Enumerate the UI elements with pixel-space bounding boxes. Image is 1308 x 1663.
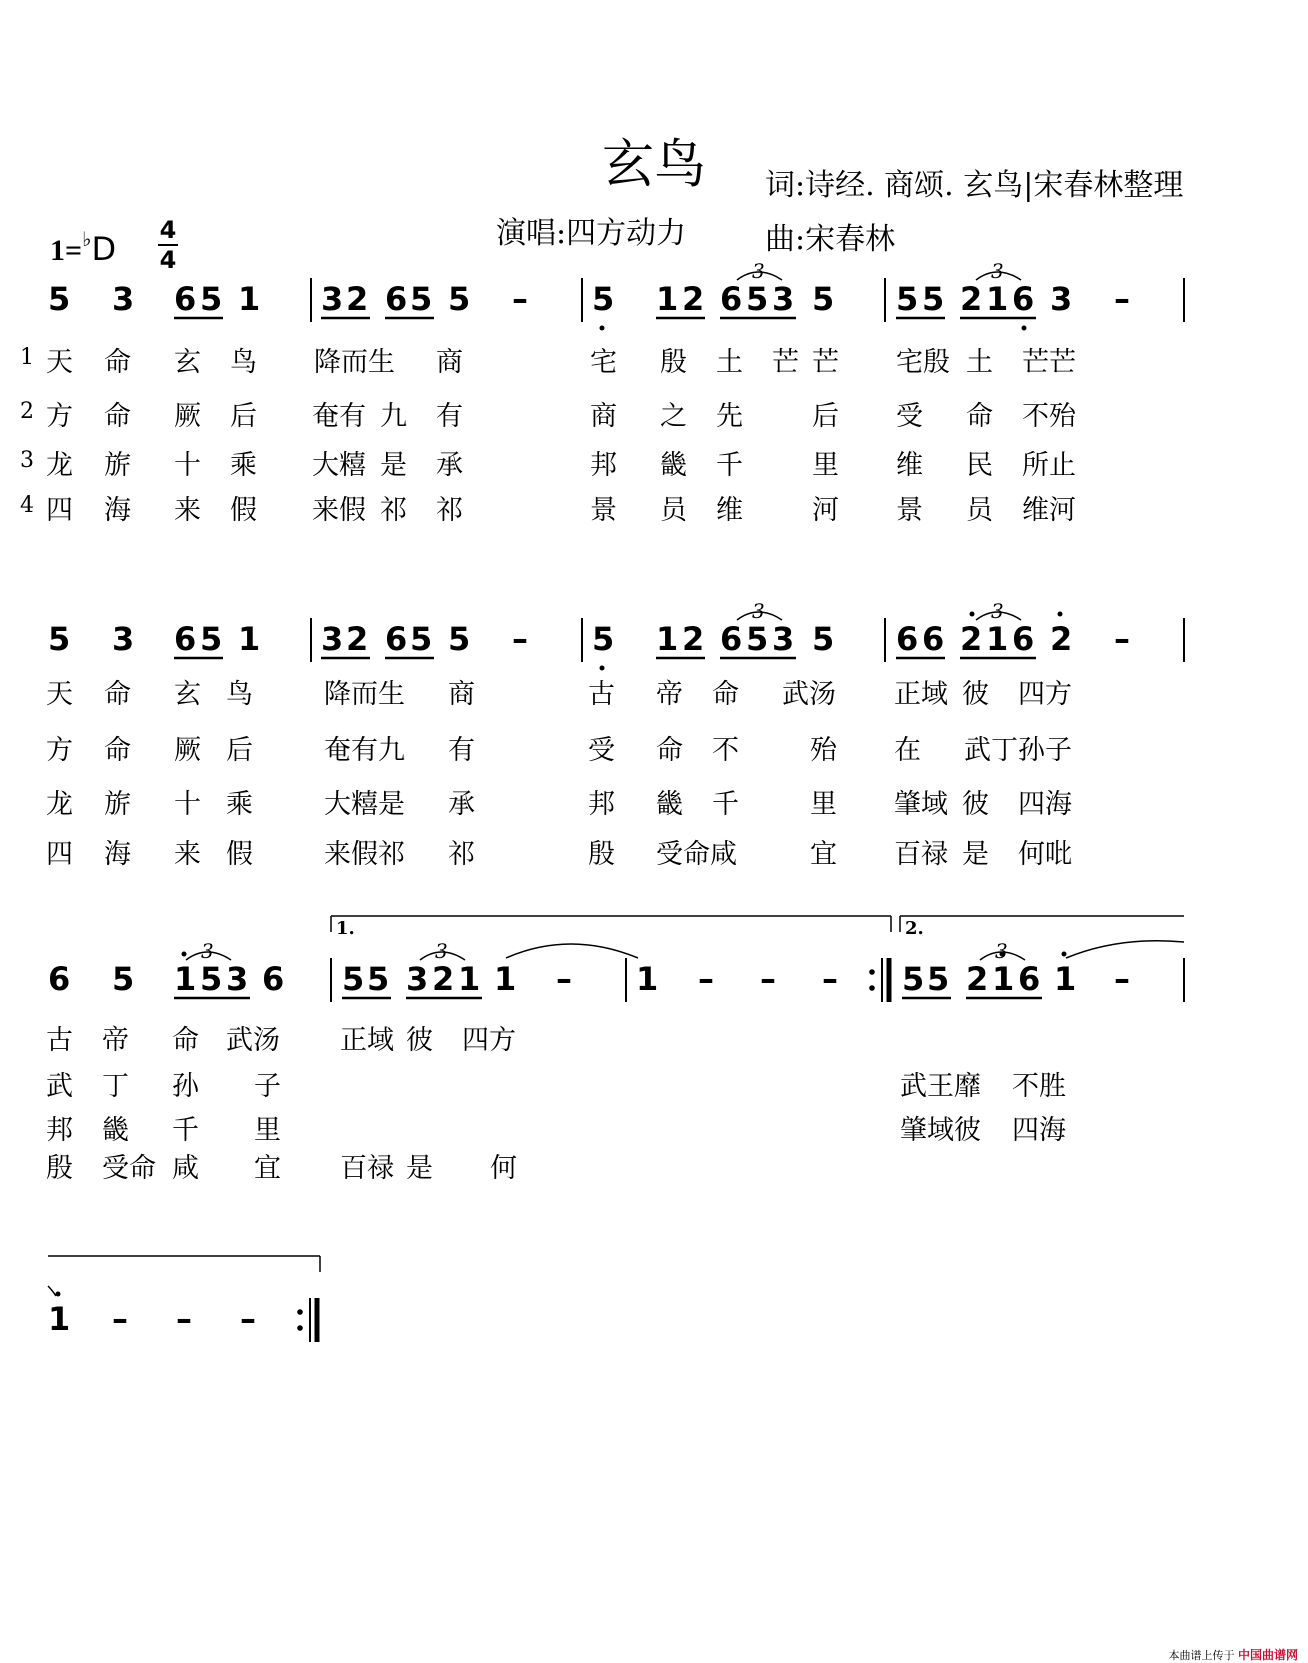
note: 1	[458, 960, 481, 998]
note: 5	[448, 280, 471, 318]
volta-2: 2.	[905, 918, 924, 939]
note: 5	[812, 620, 835, 658]
note: 6	[385, 620, 408, 658]
lyric: 大糦是	[324, 789, 405, 820]
note: 1	[986, 620, 1009, 658]
note: 6	[1012, 620, 1035, 658]
singer-credit: 演唱:四方动力	[496, 216, 687, 251]
lyric: 商	[448, 679, 475, 710]
note: 6	[174, 280, 197, 318]
note: 5	[200, 280, 223, 318]
lyric: 乘	[226, 789, 253, 820]
lyric: 孙	[172, 1071, 199, 1102]
lyric: 命	[966, 401, 993, 432]
note: 2	[960, 620, 983, 658]
note: 5	[342, 960, 365, 998]
note: 5	[367, 960, 390, 998]
note: 5	[592, 620, 615, 658]
note: 5	[410, 620, 433, 658]
lyric: 来	[174, 839, 201, 870]
lyric: 受	[588, 735, 615, 766]
note: 6	[174, 620, 197, 658]
note: 3	[1050, 280, 1073, 318]
lyric: 后	[812, 401, 839, 432]
note: 2	[682, 620, 705, 658]
lyric: 景	[896, 495, 923, 526]
flat-sign: ♭	[82, 229, 92, 251]
lyric: 是	[962, 839, 989, 870]
lyric: 之	[660, 401, 687, 432]
lyric: 宅	[590, 347, 617, 378]
lyric: 宜	[810, 839, 837, 870]
note: 1	[992, 960, 1015, 998]
lyric: 邦	[588, 789, 615, 820]
note: 5	[896, 280, 919, 318]
lyric: 假	[230, 495, 257, 526]
verse-number: 1	[20, 345, 34, 370]
verse-number: 2	[20, 399, 34, 424]
lyric: 承	[436, 450, 463, 481]
lyric: 古	[46, 1025, 73, 1056]
note: 6	[720, 620, 743, 658]
lyric: 奄有	[312, 401, 366, 432]
lyric: 武王靡	[900, 1071, 981, 1102]
triplet-mark: 3	[991, 599, 1004, 623]
lyric: 假	[226, 839, 253, 870]
note: 5	[902, 960, 925, 998]
lyric: 四海	[1018, 789, 1072, 820]
note: –	[1114, 280, 1130, 318]
lyric: 畿	[660, 450, 687, 481]
song-title: 玄鸟	[601, 135, 706, 195]
lyric: 维	[716, 495, 743, 526]
note: 3	[321, 620, 344, 658]
lyric: 丁	[102, 1071, 129, 1102]
lyric: 降而生	[324, 679, 405, 710]
lyric: 四	[46, 839, 73, 870]
lyric: 龙	[46, 789, 73, 820]
lyric: 殷	[46, 1153, 73, 1184]
lyric: 在	[894, 735, 921, 766]
lyric: 千	[172, 1115, 199, 1146]
footer-text: 本曲谱上传于	[1168, 1649, 1235, 1662]
note: 6	[922, 620, 945, 658]
lyric: 受	[896, 401, 923, 432]
note: 5	[746, 280, 769, 318]
lyric: 受命	[102, 1153, 156, 1184]
lyric: 四	[46, 495, 73, 526]
lyric: 肇域彼	[900, 1115, 981, 1146]
lyric: 鸟	[230, 347, 257, 378]
lyric: 芒	[812, 347, 839, 378]
note: 2	[346, 280, 369, 318]
note: 5	[410, 280, 433, 318]
lyric: 方	[46, 735, 73, 766]
system-4	[48, 1256, 320, 1342]
note: 3	[112, 620, 135, 658]
lyric: 旂	[104, 789, 131, 820]
note: 6	[1012, 280, 1035, 318]
lyric: 不胜	[1012, 1071, 1066, 1102]
note: –	[556, 960, 572, 998]
lyric: 何吡	[1018, 839, 1072, 870]
lyricist-credit: 词:诗经. 商颂. 玄鸟|宋春林整理	[765, 168, 1184, 203]
lyric: 土	[966, 347, 993, 378]
lyric: 正域	[340, 1025, 394, 1056]
lyric: 祁	[380, 495, 407, 526]
lyric: 武汤	[226, 1025, 280, 1056]
lyric: 来假	[312, 495, 366, 526]
lyric: 后	[230, 401, 257, 432]
note: –	[822, 960, 838, 998]
note: 1	[636, 960, 659, 998]
lyric: 芒	[772, 347, 799, 378]
lyric: 肇域	[894, 789, 948, 820]
note: 1	[656, 280, 679, 318]
lyric: 殷	[660, 347, 687, 378]
lyric: 有	[448, 735, 475, 766]
lyric: 员	[966, 495, 993, 526]
lyric: 海	[104, 839, 131, 870]
lyric: 所止	[1022, 450, 1076, 481]
lyric: 武汤	[782, 679, 836, 710]
lyric: 何	[490, 1153, 517, 1184]
note: 2	[966, 960, 989, 998]
triplet-mark: 3	[995, 939, 1008, 963]
triplet-mark: 3	[201, 939, 214, 963]
lyric: 千	[712, 789, 739, 820]
lyric: 天	[46, 347, 73, 378]
lyric: 鸟	[226, 679, 253, 710]
lyric: 命	[104, 401, 131, 432]
note: 5	[112, 960, 135, 998]
composer-credit: 曲:宋春林	[765, 222, 896, 257]
system-2	[48, 599, 1184, 671]
lyric: 殷	[588, 839, 615, 870]
lyric: 命	[104, 679, 131, 710]
note: 5	[922, 280, 945, 318]
lyric: 九	[380, 401, 407, 432]
lyric: 殆	[810, 735, 837, 766]
note: 1	[238, 280, 261, 318]
lyric: 四方	[462, 1025, 516, 1056]
lyric: 不殆	[1022, 401, 1076, 432]
lyric: 先	[716, 401, 743, 432]
note: 5	[812, 280, 835, 318]
lyric: 十	[174, 450, 201, 481]
triplet-mark: 3	[991, 259, 1004, 283]
note: 3	[321, 280, 344, 318]
lyric: 玄	[174, 347, 201, 378]
lyric: 有	[436, 401, 463, 432]
note: –	[112, 1300, 128, 1338]
note: 2	[1050, 620, 1073, 658]
note: –	[1114, 620, 1130, 658]
lyric: 旂	[104, 450, 131, 481]
lyric: 是	[406, 1153, 433, 1184]
lyric: 海	[104, 495, 131, 526]
lyric: 宅殷	[896, 347, 950, 378]
footer-watermark	[1168, 1646, 1298, 1663]
note: 1	[174, 960, 197, 998]
lyric: 芒芒	[1022, 347, 1076, 378]
lyric: 宜	[254, 1153, 281, 1184]
lyric: 邦	[46, 1115, 73, 1146]
lyric: 里	[812, 450, 839, 481]
lyric: 畿	[102, 1115, 129, 1146]
lyric: 来	[174, 495, 201, 526]
lyric: 武丁孙子	[964, 735, 1072, 766]
lyric: 不	[712, 735, 739, 766]
meter-bottom: 4	[159, 246, 177, 274]
lyric: 维河	[1022, 495, 1076, 526]
note: 6	[896, 620, 919, 658]
note: 2	[432, 960, 455, 998]
lyric: 彼	[962, 679, 989, 710]
lyric: 民	[966, 450, 993, 481]
lyric: 景	[590, 495, 617, 526]
note: 1	[986, 280, 1009, 318]
meter-top: 4	[159, 216, 177, 244]
note: 1	[238, 620, 261, 658]
lyric: 来假祁	[324, 839, 405, 870]
verse-number: 4	[20, 493, 34, 518]
note: 2	[346, 620, 369, 658]
note: –	[512, 280, 528, 318]
lyric: 千	[716, 450, 743, 481]
note: –	[698, 960, 714, 998]
note: 6	[720, 280, 743, 318]
lyric: 天	[46, 679, 73, 710]
lyric: 彼	[962, 789, 989, 820]
lyric: 是	[380, 450, 407, 481]
lyric: 员	[660, 495, 687, 526]
lyric: 大糦	[312, 450, 366, 481]
note: 5	[448, 620, 471, 658]
note: 2	[960, 280, 983, 318]
lyric: 咸	[172, 1153, 199, 1184]
key-prefix: 1=	[50, 234, 83, 267]
lyric: 里	[810, 789, 837, 820]
lyric: 祁	[448, 839, 475, 870]
note: 5	[746, 620, 769, 658]
key-note: D	[91, 230, 117, 268]
note: –	[512, 620, 528, 658]
lyric: 邦	[590, 450, 617, 481]
note: –	[1114, 960, 1130, 998]
lyric: 祁	[436, 495, 463, 526]
note: 6	[385, 280, 408, 318]
lyric: 乘	[230, 450, 257, 481]
lyric: 命	[104, 735, 131, 766]
lyric: 命	[104, 347, 131, 378]
site-logo: 中国曲谱网	[1237, 1648, 1298, 1662]
lyric: 方	[46, 401, 73, 432]
note: 3	[406, 960, 429, 998]
note: 6	[262, 960, 285, 998]
note: 1	[48, 1300, 71, 1338]
lyric: 帝	[102, 1025, 129, 1056]
lyric: 彼	[406, 1025, 433, 1056]
note: 6	[48, 960, 71, 998]
verse-number: 3	[20, 448, 34, 473]
lyric: 帝	[656, 679, 683, 710]
lyric: 十	[174, 789, 201, 820]
lyric: 玄	[174, 679, 201, 710]
note: 6	[1018, 960, 1041, 998]
lyric: 后	[226, 735, 253, 766]
lyric: 命	[656, 735, 683, 766]
system-3	[48, 916, 1184, 1002]
lyric: 奄有九	[324, 735, 405, 766]
lyric: 里	[254, 1115, 281, 1146]
lyric: 土	[716, 347, 743, 378]
triplet-mark: 3	[752, 599, 765, 623]
note: –	[176, 1300, 192, 1338]
note: 2	[682, 280, 705, 318]
lyric: 畿	[656, 789, 683, 820]
note: 5	[200, 960, 223, 998]
lyric: 百禄	[340, 1153, 394, 1184]
lyric: 龙	[46, 450, 73, 481]
note: 5	[48, 280, 71, 318]
volta-1: 1.	[336, 918, 355, 939]
note: –	[760, 960, 776, 998]
lyric: 厥	[174, 401, 201, 432]
note: 3	[226, 960, 249, 998]
triplet-mark: 3	[435, 939, 448, 963]
note: 3	[112, 280, 135, 318]
lyric: 降而生	[314, 347, 395, 378]
lyric: 武	[46, 1071, 73, 1102]
lyric: 命	[712, 679, 739, 710]
triplet-mark: 3	[752, 259, 765, 283]
lyric: 命	[172, 1025, 199, 1056]
lyric: 商	[590, 401, 617, 432]
lyric: 受命咸	[656, 839, 737, 870]
note: 5	[200, 620, 223, 658]
lyric: 商	[436, 347, 463, 378]
lyric: 四海	[1012, 1115, 1066, 1146]
note: 5	[592, 280, 615, 318]
note: 5	[48, 620, 71, 658]
note: 1	[656, 620, 679, 658]
note: 3	[772, 620, 795, 658]
lyric: 四方	[1018, 679, 1072, 710]
note: 5	[927, 960, 950, 998]
note: 1	[1054, 960, 1077, 998]
lyric: 维	[896, 450, 923, 481]
note: 3	[772, 280, 795, 318]
lyric: 正域	[894, 679, 948, 710]
system-1	[48, 259, 1184, 331]
note: –	[240, 1300, 256, 1338]
lyric: 子	[254, 1071, 281, 1102]
lyric: 古	[588, 679, 615, 710]
lyric: 百禄	[894, 839, 948, 870]
lyric: 承	[448, 789, 475, 820]
lyric: 河	[812, 495, 839, 526]
lyric: 厥	[174, 735, 201, 766]
note: 1	[494, 960, 517, 998]
